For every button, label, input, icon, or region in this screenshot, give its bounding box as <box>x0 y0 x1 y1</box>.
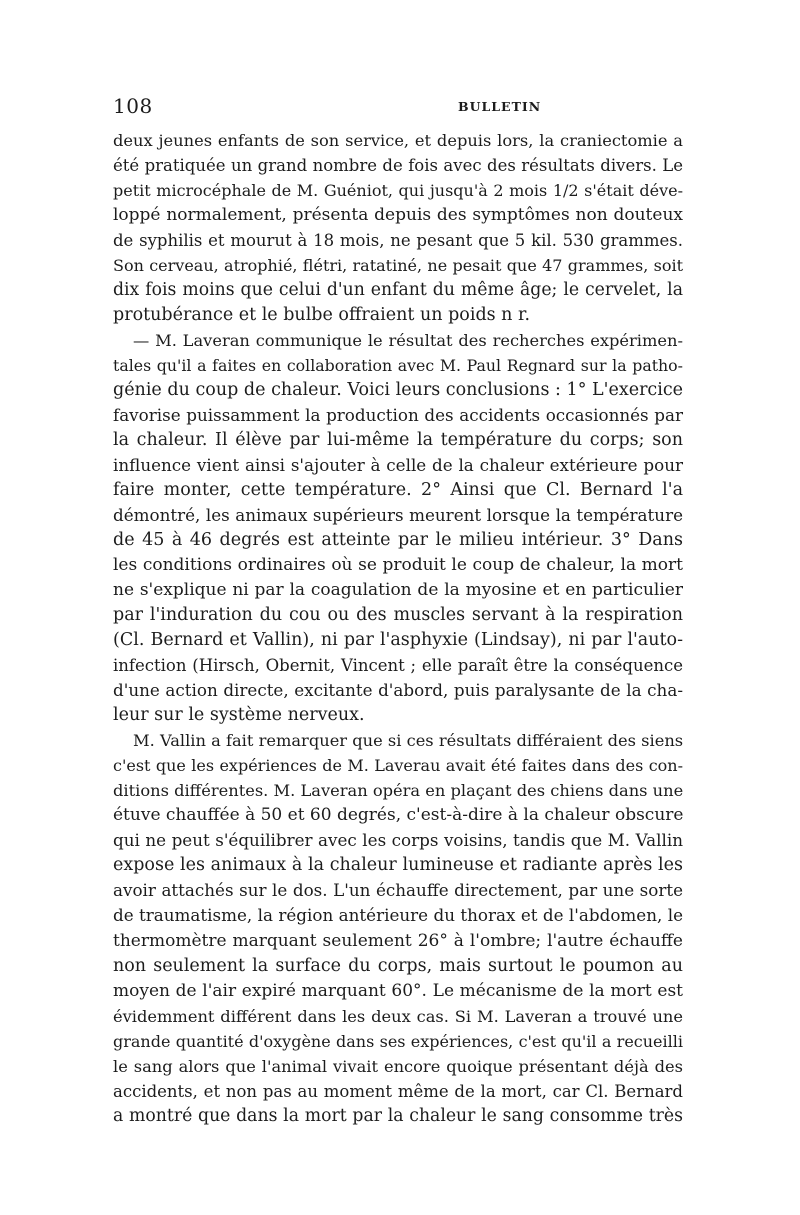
text-line: tales qu'il a faites en collaboration avec M. Paul Regnard sur la patho- <box>113 356 683 376</box>
text-line: génie du coup de chaleur. Voici leurs conclusions : 1° L'exercice <box>113 380 683 401</box>
paragraph-first-line: M. Vallin a fait remarquer que si ces résultats différaient des siens <box>133 731 684 751</box>
text-line: de traumatisme, la région antérieure du thorax et de l'abdomen, le <box>113 905 683 926</box>
text-line: ditions différentes. M. Laveran opéra en plaçant des chiens dans une <box>113 781 684 801</box>
text-line: par l'induration du cou ou des muscles servant à la respiration <box>113 605 683 626</box>
text-line: favorise puissamment la production des accidents occasionnés par <box>113 405 683 426</box>
text-line: petit microcéphale de M. Guéniot, qui jusqu'à 2 mois 1/2 s'était déve- <box>113 181 683 201</box>
text-line: deux jeunes enfants de son service, et depuis lors, la craniectomie a <box>113 131 683 150</box>
text-line: faire monter, cette température. 2° Ainsi que Cl. Bernard l'a <box>113 480 683 501</box>
text-line: non seulement la surface du corps, mais surtout le poumon au <box>113 955 683 976</box>
text-line: expose les animaux à la chaleur lumineuse et radiante après les <box>113 855 683 876</box>
text-line: étuve chauffée à 50 et 60 degrés, c'est-à-dire à la chaleur obscure <box>113 805 684 826</box>
text-line: thermomètre marquant seulement 26° à l'ombre; l'autre échauffe <box>113 930 683 951</box>
text-line: Son cerveau, atrophié, flétri, ratatiné, ne pesait que 47 grammes, soit <box>113 256 683 276</box>
text-line: protubérance et le bulbe offraient un poids n r. <box>113 305 531 326</box>
text-line: le sang alors que l'animal vivait encore quoique présentant déjà des <box>113 1056 683 1076</box>
text-line: d'une action directe, excitante d'abord, puis paralysante de la cha- <box>113 680 683 701</box>
text-line: c'est que les expériences de M. Laverau avait été faites dans des con- <box>113 756 683 776</box>
text-line: qui ne peut s'équilibrer avec les corps voisins, tandis que M. Vallin <box>113 830 683 851</box>
text-line: de syphilis et mourut à 18 mois, ne pesant que 5 kil. 530 grammes. <box>113 231 683 251</box>
text-line: ne s'explique ni par la coagulation de la myosine et en particulier <box>113 580 683 601</box>
text-line: accidents, et non pas au moment même de la mort, car Cl. Bernard <box>113 1081 683 1101</box>
page-number: 108 <box>113 94 153 118</box>
text-line: loppé normalement, présenta depuis des symptômes non douteux <box>113 205 683 226</box>
text-line: évidemment différent dans les deux cas. Si M. Laveran a trouvé une <box>113 1006 683 1026</box>
text-line: dix fois moins que celui d'un enfant du même âge; le cervelet, la <box>113 280 683 301</box>
text-line: infection (Hirsch, Obernit, Vincent ; elle paraît être la conséquence <box>113 656 683 676</box>
running-head <box>113 94 683 120</box>
text-line: de 45 à 46 degrés est atteinte par le milieu intérieur. 3° Dans <box>113 530 683 551</box>
running-title: BULLETIN <box>458 99 542 114</box>
text-line: la chaleur. Il élève par lui-même la température du corps; son <box>113 430 683 451</box>
text-line: grande quantité d'oxygène dans ses expériences, c'est qu'il a recueilli <box>113 1031 683 1051</box>
text-line: démontré, les animaux supérieurs meurent lorsque la température <box>113 505 683 526</box>
body-text <box>113 128 683 1129</box>
text-line: les conditions ordinaires où se produit le coup de chaleur, la mort <box>113 555 683 576</box>
text-line: été pratiquée un grand nombre de fois avec des résultats divers. Le <box>113 156 683 176</box>
text-line: moyen de l'air expiré marquant 60°. Le mécanisme de la mort est <box>113 980 683 1001</box>
text-line: leur sur le système nerveux. <box>113 705 365 726</box>
text-line: a montré que dans la mort par la chaleur le sang consomme très <box>113 1105 683 1126</box>
paragraph-first-line: — M. Laveran communique le résultat des recherches expérimen- <box>133 331 683 351</box>
text-line: (Cl. Bernard et Vallin), ni par l'asphyxie (Lindsay), ni par l'auto- <box>113 630 683 651</box>
text-line: influence vient ainsi s'ajouter à celle de la chaleur extérieure pour <box>113 455 683 476</box>
text-line: avoir attachés sur le dos. L'un échauffe directement, par une sorte <box>113 880 683 901</box>
